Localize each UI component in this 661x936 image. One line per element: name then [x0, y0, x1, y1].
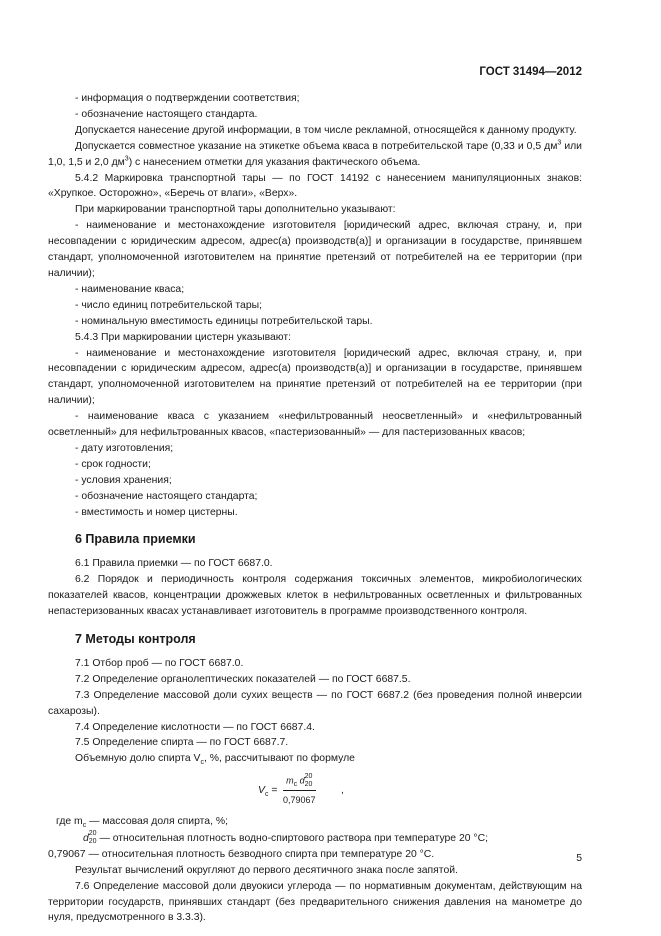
paragraph: 7.6 Определение массовой доли двуокиси углерода — по нормативным документам, действующим на территории государств, принявших стандарт (без предварительного снижения давления на манометре до нуля, предусмотренного в 3.3.3).: [48, 880, 582, 924]
paragraph: 5.4.2 Маркировка транспортной тары — по ГОСТ 14192 с нанесением манипуляционных знаков: «Хрупкое. Осторожно», «Беречь от влаги», «Верх».: [48, 172, 582, 200]
paragraph: Допускается нанесение другой информации, в том числе рекламной, относящейся к данному продукту.: [75, 124, 577, 136]
formula-lhs: $V_c$ =: [258, 785, 278, 799]
paragraph: 7.3 Определение массовой доли сухих веществ — по ГОСТ 6687.2 (без проведения полной инверсии сахарозы).: [48, 689, 582, 717]
paragraph: 6.1 Правила приемки — по ГОСТ 6687.0.: [75, 558, 273, 570]
paragraph: Результат вычислений округляют до первого десятичного знака после запятой.: [75, 864, 458, 876]
where-line: 0,79067 — относительная плотность безводного спирта при температуре 20 °С.: [48, 848, 435, 860]
list-item: - обозначение настоящего стандарта;: [75, 490, 258, 502]
list-item: - наименование кваса с указанием «нефильтрованный неосветленный» и «нефильтрованный осветленный» для нефильтрованных квасов, «пастеризованный» — для пастеризованных квасов;: [48, 411, 582, 439]
where-line: d 20 20 — относительная плотность водно-спиртового раствора при температуре 20 °С;: [83, 830, 488, 846]
list-item: - наименование и местонахождение изготовителя [юридический адрес, включая страну, и, при несовпадении с юридическим адресом, адрес(а) производств(а)] и организации в государстве, принявшем стандарт, уполномоченной изготовителем на принятие претензий от потребителей на ее территории (при наличии);: [48, 220, 582, 279]
paragraph: 7.5 Определение спирта — по ГОСТ 6687.7.: [75, 737, 289, 749]
paragraph: 7.2 Определение органолептических показателей — по ГОСТ 6687.5.: [75, 673, 411, 685]
paragraph: 5.4.3 При маркировании цистерн указывают:: [75, 331, 291, 343]
page-body: [48, 91, 582, 926]
document-code: ГОСТ 31494—2012: [479, 66, 582, 78]
list-item: - наименование кваса;: [75, 283, 185, 295]
paragraph: 7.1 Отбор проб — по ГОСТ 6687.0.: [75, 657, 244, 669]
paragraph: 6.2 Порядок и периодичность контроля содержания токсичных элементов, микробиологических показателей квасов, концентрации дрожжевых клеток в нефильтрованных осветленных и фильтрованных непастеризованных квасах устанавливает изготовитель в программе производственного контроля.: [48, 574, 582, 618]
paragraph: Допускается совместное указание на этикетке объема кваса в потребительской таре (0,33 и 0,5 $дм^3$ или 1,0, 1,5 и 2,0 $дм^3$) с нанесением отметки для указания фактического объема.: [48, 139, 582, 168]
paragraph: При маркировании транспортной тары дополнительно указывают:: [75, 204, 396, 216]
paragraph: Объемную долю спирта $V_c$, %, рассчитывают по формуле: [75, 753, 355, 767]
list-item: - число единиц потребительской тары;: [75, 299, 262, 311]
list-item: - условия хранения;: [75, 474, 172, 486]
list-item: - номинальную вместимость единицы потребительской тары.: [75, 315, 373, 327]
formula: $V_c$ = $m_c$ d 20 20 0,79067 ,: [48, 771, 582, 811]
section-heading-7: 7 Методы контроля: [75, 632, 196, 646]
paragraph: 7.4 Определение кислотности — по ГОСТ 6687.4.: [75, 721, 315, 733]
formula-fraction: $m_c$ d 20 20 0,79067: [283, 773, 316, 805]
list-item: - вместимость и номер цистерны.: [75, 506, 238, 518]
list-item: - срок годности;: [75, 458, 151, 470]
where-line: где $m_c$ — массовая доля спирта, %;: [56, 816, 228, 830]
page-number: 5: [576, 853, 582, 864]
section-heading-6: 6 Правила приемки: [75, 532, 196, 547]
list-item: - информация о подтверждении соответствия;: [75, 93, 300, 104]
list-item: - обозначение настоящего стандарта.: [75, 108, 258, 120]
list-item: - наименование и местонахождение изготовителя [юридический адрес, включая страну, и, при несовпадении с юридическим адресом, адрес(а) производств(а)] и организации в государстве, принявшем стандарт, уполномоченной изготовителем на принятие претензий от потребителей на ее территории (при наличии);: [48, 347, 582, 407]
list-item: - дату изготовления;: [75, 442, 174, 454]
